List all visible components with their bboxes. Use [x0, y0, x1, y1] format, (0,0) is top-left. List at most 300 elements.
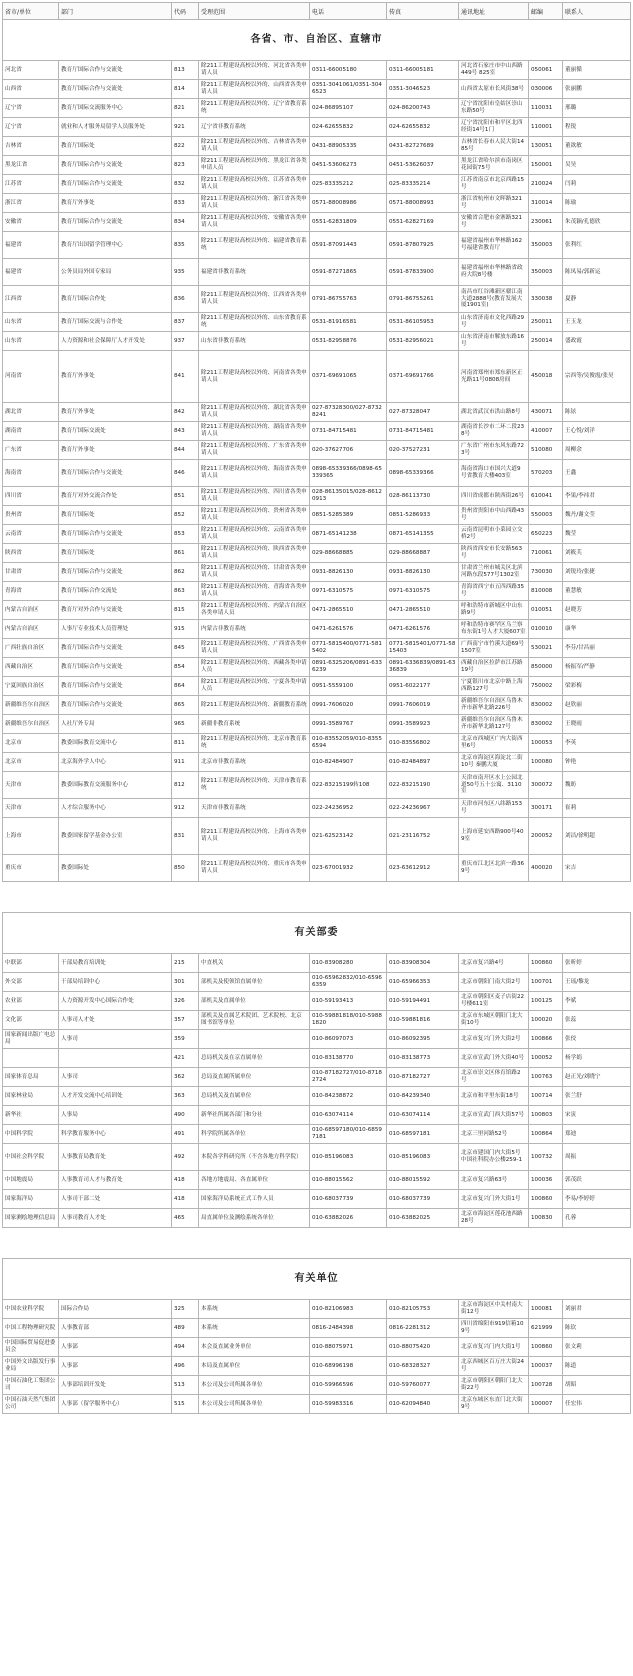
table-cell: 357 [172, 1011, 199, 1030]
table-cell: 教育厅出国留学管理中心 [59, 232, 172, 259]
table-cell: 崔莉 [563, 799, 631, 818]
header-cell: 联系人 [563, 3, 631, 20]
table-cell: 山西省 [3, 80, 59, 99]
table-row [3, 1011, 631, 1030]
table-cell: 部机关及使领馆直属单位 [199, 973, 310, 992]
table-cell: 盛政霞 [563, 332, 631, 351]
table-cell: 北京西城区百万庄大街24号 [459, 1357, 529, 1376]
table-cell: 除211工程建设高校以外的、青海省各类申请人员 [199, 582, 310, 601]
table-cell: 中国农业科学院 [3, 1300, 59, 1319]
table-row [3, 80, 631, 99]
header-cell: 传真 [387, 3, 459, 20]
table-cell: 重庆市江北区北滨一路369号 [459, 855, 529, 882]
table-cell: 新华社所属各部门和分社 [199, 1106, 310, 1125]
table-cell: 安徽省合肥市金寨路321号 [459, 213, 529, 232]
table-cell: 050061 [529, 61, 563, 80]
table-cell: 王玉龙 [563, 313, 631, 332]
table-cell: 912 [172, 799, 199, 818]
table-cell: 北京市 [3, 734, 59, 753]
table-cell: 人事司 [59, 1068, 172, 1087]
table-cell: 010-87182727 [387, 1068, 459, 1087]
spacer-cell [3, 1228, 631, 1259]
table-row [3, 601, 631, 620]
table-cell: 总局及直属所属单位 [199, 1068, 310, 1087]
table-row [3, 61, 631, 80]
table-cell: 福建省 [3, 232, 59, 259]
table-cell: 福建省福州市华林路162号福建省教育厅 [459, 232, 529, 259]
table-cell: 天津市非教育系统 [199, 799, 310, 818]
table-cell: 100007 [529, 1395, 563, 1414]
table-cell: 辽宁省 [3, 99, 59, 118]
table-cell: 490 [172, 1106, 199, 1125]
table-row [3, 351, 631, 403]
table-cell: 862 [172, 563, 199, 582]
table-cell: 国家海洋局系统正式工作人员 [199, 1190, 310, 1209]
table-cell: 中国石油化工集团公司 [3, 1376, 59, 1395]
table-cell: 010-62094840 [387, 1395, 459, 1414]
table-cell: 北京市复兴门外大街1号 [459, 1190, 529, 1209]
table-cell: 100732 [529, 1144, 563, 1171]
table-cell: 北京市崇文区体育馆路2号 [459, 1068, 529, 1087]
table-cell: 中国石油天然气集团公司 [3, 1395, 59, 1414]
table-cell: 363 [172, 1087, 199, 1106]
table-cell: 甘肃省兰州市城关区北滨河路东段577号1302室 [459, 563, 529, 582]
table-cell: 国家测绘地理信息局 [3, 1209, 59, 1228]
table-cell: 除211工程建设高校以外的、黑龙江省各类申请人员 [199, 156, 310, 175]
table-cell: 110001 [529, 118, 563, 137]
table-cell: 朱茂颖/孔德欣 [563, 213, 631, 232]
table-cell: 宁夏回族自治区 [3, 677, 59, 696]
table-cell: 干部局教育培训处 [59, 954, 172, 973]
table-cell: 0816-2281312 [387, 1319, 459, 1338]
table-cell: 0898-65339366/0898-65339365 [310, 460, 387, 487]
table-cell: 010-82484897 [387, 753, 459, 772]
table-cell: 周振 [563, 1144, 631, 1171]
table-cell: 中直机关 [199, 954, 310, 973]
table-cell: 430071 [529, 403, 563, 422]
table-cell: 510080 [529, 441, 563, 460]
table-cell: 100701 [529, 973, 563, 992]
table-cell: 010-65962832/010-65966359 [310, 973, 387, 992]
table-cell: 852 [172, 506, 199, 525]
table-cell: 除211工程建设高校以外的、广东省各类申请人员 [199, 441, 310, 460]
table-cell: 各地方地震局、各直属单位 [199, 1171, 310, 1190]
table-cell: 300171 [529, 799, 563, 818]
table-cell: 023-67001932 [310, 855, 387, 882]
table-cell: 010-84239340 [387, 1087, 459, 1106]
table-cell: 王瑶/黎龙 [563, 973, 631, 992]
table-cell: 010051 [529, 601, 563, 620]
table-cell: 028-86135015/028-86120913 [310, 487, 387, 506]
table-cell: 830002 [529, 715, 563, 734]
table-cell: 0591-87091443 [310, 232, 387, 259]
table-cell: 福建省福州市华林路省政府大院8号楼 [459, 259, 529, 286]
table-cell: 江苏省南京市北京西路15号 [459, 175, 529, 194]
table-cell: 人事厅专业技术人员管理处 [59, 620, 172, 639]
table-cell: 教育厅外事处 [59, 403, 172, 422]
table-cell: 广东省 [3, 441, 59, 460]
table-cell: 025-83335212 [310, 175, 387, 194]
section-title: 有关单位 [3, 1259, 631, 1300]
table-row [3, 332, 631, 351]
table-cell: 494 [172, 1338, 199, 1357]
table-cell: 100860 [529, 1190, 563, 1209]
table-cell: 山东省非教育系统 [199, 332, 310, 351]
table-cell: 0311-66005180 [310, 61, 387, 80]
table-cell: 教育厅国际合作与交流处 [59, 80, 172, 99]
table-cell: 0531-86105953 [387, 313, 459, 332]
table-cell: 010010 [529, 620, 563, 639]
table-cell: 010-63074114 [387, 1106, 459, 1125]
table-cell: 854 [172, 658, 199, 677]
table-cell: 本系统 [199, 1319, 310, 1338]
table-cell: 新疆维吾尔自治区乌鲁木齐市新华北路127号 [459, 715, 529, 734]
table-cell: 0891-6325206/0891-6336239 [310, 658, 387, 677]
table-cell: 010-88075420 [387, 1338, 459, 1357]
section-spacer [3, 882, 631, 913]
table-cell: 100081 [529, 1300, 563, 1319]
table-cell: 0471-2865510 [387, 601, 459, 620]
table-cell: 215 [172, 954, 199, 973]
table-row [3, 855, 631, 882]
table-row [3, 422, 631, 441]
table-cell: 0991-3589923 [387, 715, 459, 734]
table-cell: 教委国际教育交流中心 [59, 734, 172, 753]
table-cell: 河南省 [3, 351, 59, 403]
table-cell: 0551-62831809 [310, 213, 387, 232]
table-cell: 人事司干部二处 [59, 1190, 172, 1209]
table-cell: 除211工程建设高校以外的、重庆市各类申请人员 [199, 855, 310, 882]
table-cell: 810008 [529, 582, 563, 601]
table-cell: 北京市复兴路4号 [459, 954, 529, 973]
table-cell: 0931-8826130 [387, 563, 459, 582]
table-row [3, 563, 631, 582]
header-cell: 部门 [59, 3, 172, 20]
table-cell: 湖北省武汉市洪山路8号 [459, 403, 529, 422]
table-cell: 张蕊 [563, 1011, 631, 1030]
table-cell: 100728 [529, 1376, 563, 1395]
table-cell: 本局及直属单位 [199, 1357, 310, 1376]
table-cell: 北京市宣武门外大街40号 [459, 1049, 529, 1068]
table-cell: 0851-5286933 [387, 506, 459, 525]
table-cell: 300072 [529, 772, 563, 799]
table-cell: 新疆维吾尔自治区乌鲁木齐市新华北路226号 [459, 696, 529, 715]
table-cell: 北京三里河路52号 [459, 1125, 529, 1144]
table-row [3, 403, 631, 422]
table-cell: 王鑫 [563, 460, 631, 487]
table-cell: 418 [172, 1171, 199, 1190]
table-cell: 人事部培训开发处 [59, 1376, 172, 1395]
section-title-row [3, 1259, 631, 1300]
table-cell: 022-83215199转108 [310, 772, 387, 799]
table-cell: 教委国家留学基金办公室 [59, 818, 172, 855]
table-cell: 350003 [529, 259, 563, 286]
table-row [3, 1357, 631, 1376]
table-row [3, 506, 631, 525]
table-cell: 0471-6261576 [310, 620, 387, 639]
table-cell: 200052 [529, 818, 563, 855]
table-cell: 人事教育部 [59, 1319, 172, 1338]
table-body [3, 20, 631, 1414]
table-cell: 024-62655832 [387, 118, 459, 137]
table-cell: 022-24236952 [310, 799, 387, 818]
table-cell: 650223 [529, 525, 563, 544]
table-cell: 吴昊 [563, 156, 631, 175]
table-cell: 教育厅国际处 [59, 506, 172, 525]
table-cell: 教委国际处 [59, 855, 172, 882]
table-cell: 0591-87271865 [310, 259, 387, 286]
table-cell: 010-85196083 [387, 1144, 459, 1171]
table-cell: 内蒙古非教育系统 [199, 620, 310, 639]
table-cell: 山西省太原市长风街38号 [459, 80, 529, 99]
table-cell: 人事司人才处 [59, 1011, 172, 1030]
table-cell: 人才综合服务中心 [59, 799, 172, 818]
table-cell: 010-83552059/010-83556594 [310, 734, 387, 753]
table-cell: 四川省绵阳市919信箱109号 [459, 1319, 529, 1338]
table-cell: 王晓雨 [563, 715, 631, 734]
table-cell: 人事部 [59, 1338, 172, 1357]
table-cell: 局直属单位及测绘系统各单位 [199, 1209, 310, 1228]
table-row [3, 99, 631, 118]
table-cell: 310014 [529, 194, 563, 213]
table-cell: 812 [172, 772, 199, 799]
table-row [3, 1106, 631, 1125]
table-cell: 中国工程物理研究院 [3, 1319, 59, 1338]
table-cell: 100080 [529, 753, 563, 772]
table-cell: 130051 [529, 137, 563, 156]
table-cell: 0771-5815401/0771-5815403 [387, 639, 459, 658]
table-cell: 梁彩梅 [563, 677, 631, 696]
table-cell: 0571-88008993 [387, 194, 459, 213]
table-cell: 总局机关及在京直属单位 [199, 1049, 310, 1068]
table-cell: 911 [172, 753, 199, 772]
header-row [3, 3, 631, 20]
table-cell: 250011 [529, 313, 563, 332]
table-cell: 杨学娟 [563, 1049, 631, 1068]
table-row [3, 118, 631, 137]
table-cell: 0951-5559100 [310, 677, 387, 696]
table-cell [59, 1049, 172, 1068]
table-cell: 0551-62827169 [387, 213, 459, 232]
table-row [3, 620, 631, 639]
table-cell: 0991-7606020 [310, 696, 387, 715]
table-cell: 陕西省 [3, 544, 59, 563]
table-cell: 830002 [529, 696, 563, 715]
table-cell: 北京市朝阳区朝阳门北大街22号 [459, 1376, 529, 1395]
table-cell: 刘筱芙 [563, 544, 631, 563]
table-cell: 黑龙江省哈尔滨市南岗区花园街75号 [459, 156, 529, 175]
table-row [3, 1030, 631, 1049]
table-cell: 010-63882025 [387, 1209, 459, 1228]
table-cell: 815 [172, 601, 199, 620]
table-cell: 北京市 [3, 753, 59, 772]
table-cell: 915 [172, 620, 199, 639]
table-cell: 621999 [529, 1319, 563, 1338]
table-cell: 0898-65339366 [387, 460, 459, 487]
header-cell: 通讯地址 [459, 3, 529, 20]
table-cell: 821 [172, 99, 199, 118]
table-cell: 北京市宣武门西大街57号 [459, 1106, 529, 1125]
table-row [3, 487, 631, 506]
table-cell: 0371-69691065 [310, 351, 387, 403]
table-row [3, 1376, 631, 1395]
table-cell: 813 [172, 61, 199, 80]
table-row [3, 954, 631, 973]
table-cell: 海南省海口市国兴大道9号省教育大楼403室 [459, 460, 529, 487]
table-cell: 530021 [529, 639, 563, 658]
table-cell: 魏丹/谢文莹 [563, 506, 631, 525]
table-cell: 教育厅国际合作与交流处 [59, 525, 172, 544]
table-cell: 张丽鹏 [563, 80, 631, 99]
table-cell: 100036 [529, 1171, 563, 1190]
table-cell: 833 [172, 194, 199, 213]
table-cell: 除211工程建设高校以外的、河南省各类申请人员 [199, 351, 310, 403]
table-row [3, 1319, 631, 1338]
table-row [3, 973, 631, 992]
table-cell: 0851-5285389 [310, 506, 387, 525]
table-cell: 夏静 [563, 286, 631, 313]
table-cell: 人力资源和社会保障厅人才开发处 [59, 332, 172, 351]
table-cell: 831 [172, 818, 199, 855]
table-row [3, 156, 631, 175]
table-cell: 除211工程建设高校以外的、四川省各类申请人员 [199, 487, 310, 506]
table-cell: 人社厅外专局 [59, 715, 172, 734]
table-cell: 除211工程建设高校以外的、河北省各类申请人员 [199, 61, 310, 80]
table-cell: 0771-5815400/0771-5815402 [310, 639, 387, 658]
table-cell: 610041 [529, 487, 563, 506]
table-cell: 010-68996198 [310, 1357, 387, 1376]
table-cell: 教委国际教育交流服务中心 [59, 772, 172, 799]
table-cell: 河南省郑州市郑东新区正光路11号0808房间 [459, 351, 529, 403]
table-cell: 李易/李婷婷 [563, 1190, 631, 1209]
table-cell: 山东省 [3, 332, 59, 351]
table-row [3, 313, 631, 332]
table-cell: 山东省济南市文化西路29号 [459, 313, 529, 332]
table-row [3, 639, 631, 658]
table-cell: 822 [172, 137, 199, 156]
table-cell: 0351-3041061/0351-3046523 [310, 80, 387, 99]
table-cell: 100714 [529, 1087, 563, 1106]
table-cell: 330038 [529, 286, 563, 313]
table-row [3, 1190, 631, 1209]
table-cell: 0971-6310575 [387, 582, 459, 601]
table-cell: 国家体育总局 [3, 1068, 59, 1087]
table-cell: 0351-3046523 [387, 80, 459, 99]
table-row [3, 658, 631, 677]
table-cell: 部机关及直属艺术院团、艺术院校、北京图书馆等单位 [199, 1011, 310, 1030]
table-cell: 四川省成都市陕西街26号 [459, 487, 529, 506]
table-cell: 呼和浩特市赛罕区乌兰察布东街1号人才大厦607室 [459, 620, 529, 639]
table-cell: 0816-2484398 [310, 1319, 387, 1338]
table-cell: 张文莉 [563, 1338, 631, 1357]
table-cell: 020-37527231 [387, 441, 459, 460]
table-cell: 北京市海淀区海淀北二街10号 秦鹏大厦 [459, 753, 529, 772]
table-cell: 北京市复兴路63号 [459, 1171, 529, 1190]
table-cell: 人事司教育人才处 [59, 1209, 172, 1228]
table-cell: 董慧敏 [563, 582, 631, 601]
table-cell: 新疆维吾尔自治区 [3, 696, 59, 715]
table-cell: 除211工程建设高校以外的、辽宁省教育系统 [199, 99, 310, 118]
table-cell: 西藏自治区 [3, 658, 59, 677]
table-cell: 750002 [529, 677, 563, 696]
header-cell: 邮编 [529, 3, 563, 20]
table-cell: 北京市复兴门外大街2号 [459, 1030, 529, 1049]
table-cell: 0991-3589767 [310, 715, 387, 734]
table-cell: 本会及直属业务单位 [199, 1338, 310, 1357]
table-cell: 重庆市 [3, 855, 59, 882]
table-cell: 教育厅国际合作与交流处 [59, 658, 172, 677]
table-cell: 除211工程建设高校以外的、宁夏各类申请人员 [199, 677, 310, 696]
table-cell: 教育厅外事处 [59, 441, 172, 460]
table-cell: 李芬/甘昌丽 [563, 639, 631, 658]
table-cell: 中国社会科学院 [3, 1144, 59, 1171]
table-cell: 广东省广州市东风东路723号 [459, 441, 529, 460]
table-row [3, 715, 631, 734]
table-cell: 450018 [529, 351, 563, 403]
table-row [3, 441, 631, 460]
table-cell: 010-83138773 [387, 1049, 459, 1068]
table-cell: 魏莹 [563, 525, 631, 544]
table-cell: 农业部 [3, 992, 59, 1011]
header-cell: 受理范围 [199, 3, 310, 20]
table-cell: 天津市河东区八纬路153号 [459, 799, 529, 818]
table-cell: 965 [172, 715, 199, 734]
table-cell: 326 [172, 992, 199, 1011]
table-cell: 100053 [529, 734, 563, 753]
table-cell: 100830 [529, 1209, 563, 1228]
table-cell: 北京市海淀区莲花池西路28号 [459, 1209, 529, 1228]
section-title-row [3, 913, 631, 954]
table-cell: 刘锐玲/张捷 [563, 563, 631, 582]
table-row [3, 818, 631, 855]
table-cell: 科学院所属各单位 [199, 1125, 310, 1144]
table-row [3, 753, 631, 772]
table-cell: 人事部（留学服务中心） [59, 1395, 172, 1414]
table-row [3, 1049, 631, 1068]
table-cell: 除211工程建设高校以外的、云南省各类申请人员 [199, 525, 310, 544]
table-cell: 除211工程建设高校以外的、山东省教育系统 [199, 313, 310, 332]
table-cell: 刘丽君 [563, 1300, 631, 1319]
table-cell: 北京市东城区朝阳门北大街10号 [459, 1011, 529, 1030]
table-cell: 就业和人才服务局留学人员服务处 [59, 118, 172, 137]
table-cell: 除211工程建设高校以外的、广西省各类申请人员 [199, 639, 310, 658]
table-cell: 100866 [529, 1030, 563, 1049]
table-cell: 350003 [529, 232, 563, 259]
table-cell: 国家海洋局 [3, 1190, 59, 1209]
table-cell: 0991-7606019 [387, 696, 459, 715]
table-cell: 除211工程建设高校以外的、湖南省各类申请人员 [199, 422, 310, 441]
table-cell: 570203 [529, 460, 563, 487]
table-cell: 230061 [529, 213, 563, 232]
table-row [3, 1209, 631, 1228]
table-row [3, 175, 631, 194]
table-cell: 教育厅对外合作与交流处 [59, 601, 172, 620]
table-cell: 836 [172, 286, 199, 313]
table-cell: 410007 [529, 422, 563, 441]
table-row [3, 696, 631, 715]
table-row [3, 460, 631, 487]
table-cell: 841 [172, 351, 199, 403]
table-cell: 850000 [529, 658, 563, 677]
table-cell: 江苏省 [3, 175, 59, 194]
table-cell: 010-83138770 [310, 1049, 387, 1068]
table-cell: 010-65966353 [387, 973, 459, 992]
table-cell: 100860 [529, 954, 563, 973]
table-cell: 010-59193413 [310, 992, 387, 1011]
table-cell: 010-59881816 [387, 1011, 459, 1030]
table-cell: 710061 [529, 544, 563, 563]
table-cell: 0531-82958876 [310, 332, 387, 351]
